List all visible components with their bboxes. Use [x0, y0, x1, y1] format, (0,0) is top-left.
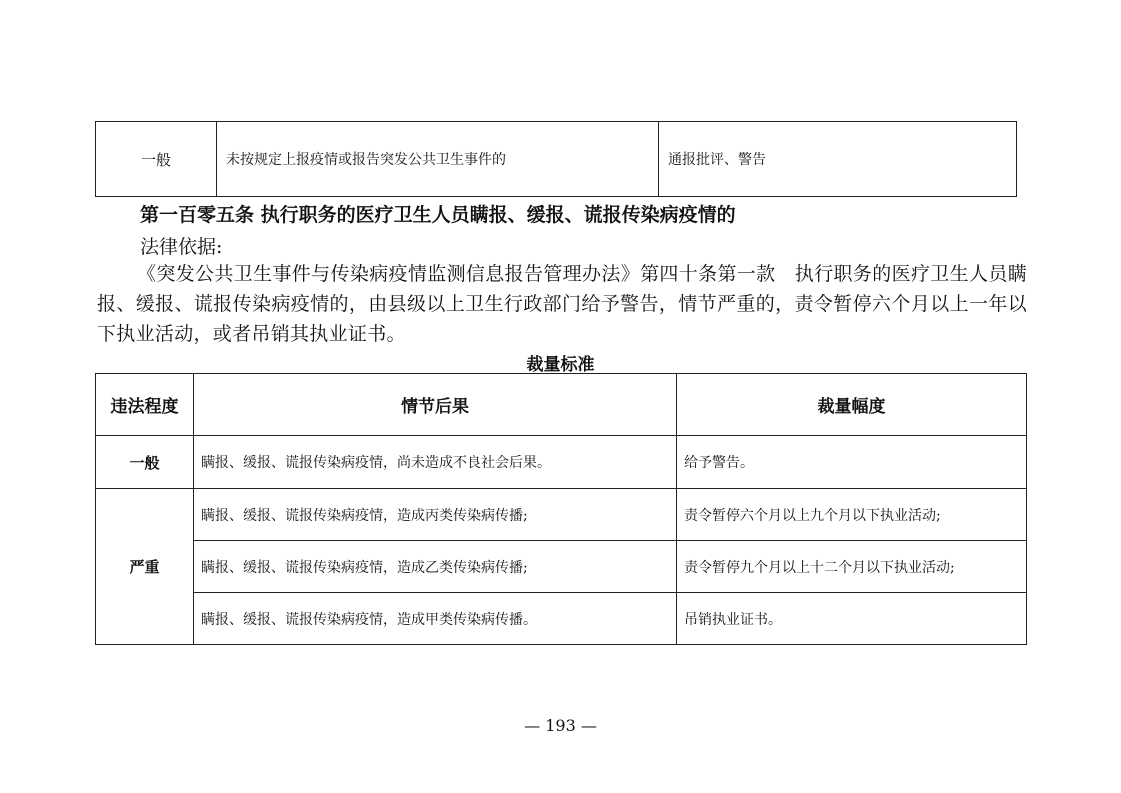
table-row — [96, 489, 1027, 541]
header-penalty: 裁量幅度 — [677, 374, 1027, 436]
level-cell: 一般 — [96, 122, 217, 197]
penalty-cell: 责令暂停九个月以上十二个月以下执业活动; — [677, 541, 1027, 593]
table-header-row — [96, 374, 1027, 436]
top-table — [95, 121, 1017, 197]
circumstance-cell: 瞒报、缓报、谎报传染病疫情，尚未造成不良社会后果。 — [194, 436, 677, 489]
table-row — [96, 436, 1027, 489]
legal-basis-text: 《突发公共卫生事件与传染病疫情监测信息报告管理办法》第四十条第一款 执行职务的医疗卫生人员瞒报、缓报、谎报传染病疫情的，由县级以上卫生行政部门给予警告，情节严重的，责令暂停六个月以上一年以下执业活动，或者吊销其执业证书。 — [97, 263, 1027, 345]
table-row — [96, 122, 1017, 197]
standard-title: 裁量标准 — [526, 355, 595, 375]
table-row — [96, 593, 1027, 645]
legal-basis-label: 法律依据: — [140, 236, 223, 258]
header-level: 违法程度 — [96, 374, 194, 436]
page-number: — 193 — — [524, 716, 597, 735]
penalty-cell: 吊销执业证书。 — [677, 593, 1027, 645]
penalty-cell: 通报批评、警告 — [659, 122, 1017, 197]
circumstance-cell: 未按规定上报疫情或报告突发公共卫生事件的 — [217, 122, 659, 197]
circumstance-cell: 瞒报、缓报、谎报传染病疫情，造成甲类传染病传播。 — [194, 593, 677, 645]
article-title: 第一百零五条 执行职务的医疗卫生人员瞒报、缓报、谎报传染病疫情的 — [140, 204, 736, 226]
circumstance-cell: 瞒报、缓报、谎报传染病疫情，造成乙类传染病传播; — [194, 541, 677, 593]
penalty-cell: 给予警告。 — [677, 436, 1027, 489]
level-cell-serious: 严重 — [96, 489, 194, 645]
circumstance-cell: 瞒报、缓报、谎报传染病疫情，造成丙类传染病传播; — [194, 489, 677, 541]
standard-table — [95, 373, 1027, 645]
table-row — [96, 541, 1027, 593]
level-cell-general: 一般 — [96, 436, 194, 489]
header-circumstance: 情节后果 — [194, 374, 677, 436]
penalty-cell: 责令暂停六个月以上九个月以下执业活动; — [677, 489, 1027, 541]
